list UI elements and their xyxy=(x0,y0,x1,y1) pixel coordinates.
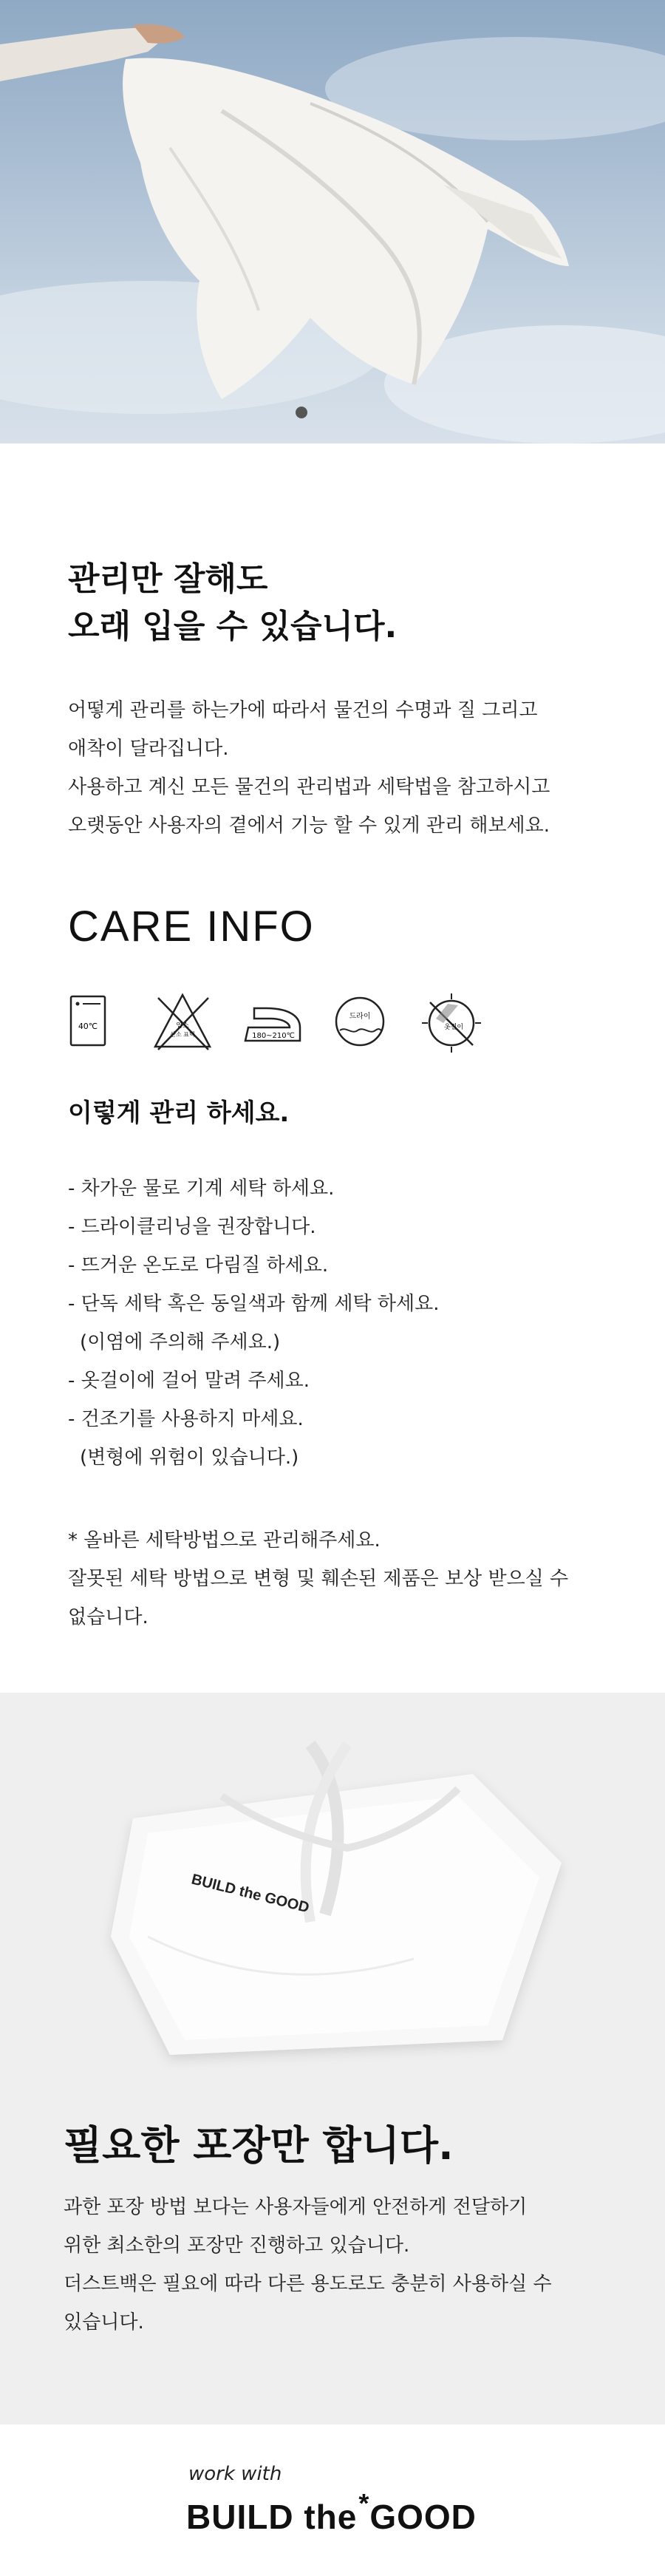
packaging-line: 있습니다. xyxy=(64,2311,144,2334)
brand-logo[interactable] xyxy=(186,2488,477,2537)
list-item: - 차가운 물로 기계 세탁 하세요. xyxy=(68,1177,335,1200)
dry-clean-icon xyxy=(331,989,389,1056)
wash-40-label: 40℃ xyxy=(78,1022,98,1031)
iron-label: 180~210℃ xyxy=(252,1032,295,1040)
hanger-dry-label: 옷걸이 xyxy=(443,1024,464,1031)
no-bleach-icon xyxy=(151,989,214,1056)
work-with-label: work with xyxy=(188,2463,282,2485)
no-bleach-label-1: 염소 xyxy=(176,1022,189,1030)
dry-clean-label: 드라이 xyxy=(349,1013,371,1021)
iron-icon xyxy=(241,989,304,1056)
care-info-heading: CARE INFO xyxy=(68,903,315,951)
list-item: (이염에 주의해 주세요.) xyxy=(80,1331,281,1353)
note-line: 잘못된 세탁 방법으로 변형 및 훼손된 제품은 보상 받으실 수 xyxy=(68,1568,569,1590)
care-paragraph-line: 어떻게 관리를 하는가에 따라서 물건의 수명과 질 그리고 xyxy=(68,699,538,721)
care-paragraph-line: 애착이 달라집니다. xyxy=(68,738,229,760)
dust-bag-label: BUILD the GOOD xyxy=(189,1871,311,1917)
list-item: - 드라이클리닝을 권장합니다. xyxy=(68,1216,316,1238)
care-subheading: 이렇게 관리 하세요. xyxy=(68,1098,290,1128)
packaging-title: 필요한 포장만 합니다. xyxy=(64,2122,454,2169)
care-title-line-1: 관리만 잘해도 xyxy=(68,560,268,598)
care-instructions xyxy=(68,1169,439,1477)
care-icons xyxy=(68,989,482,1056)
packaging-line: 위한 최소한의 포장만 진행하고 있습니다. xyxy=(64,2235,410,2257)
packaging-line: 과한 포장 방법 보다는 사용자들에게 안전하게 전달하기 xyxy=(64,2196,528,2218)
packaging-line: 더스트백은 필요에 따라 다른 용도로도 충분히 사용하실 수 xyxy=(64,2273,552,2295)
no-tumble-dry-icon xyxy=(421,989,482,1056)
footer xyxy=(0,2424,665,2576)
dust-bag-icon xyxy=(0,1693,665,2092)
list-item: - 뜨거운 온도로 다림질 하세요. xyxy=(68,1254,329,1277)
care-paragraph-line: 오랫동안 사용자의 곁에서 기능 할 수 있게 관리 해보세요. xyxy=(68,815,550,837)
shirt-photo-icon xyxy=(0,0,665,444)
no-bleach-label-2: 산소 표백 xyxy=(170,1031,195,1038)
packaging-paragraph xyxy=(64,2188,552,2342)
list-item: (변형에 위험이 있습니다.) xyxy=(80,1447,299,1469)
list-item: - 건조기를 사용하지 마세요. xyxy=(68,1408,304,1430)
brand-part-2: GOOD xyxy=(369,2498,477,2536)
brand-star-icon: * xyxy=(358,2488,370,2518)
note-line: * 올바른 세탁방법으로 관리해주세요. xyxy=(68,1529,381,1552)
care-note xyxy=(68,1521,568,1637)
care-title xyxy=(68,556,397,650)
note-line: 없습니다. xyxy=(68,1606,149,1628)
brand-part-1: BUILD the xyxy=(186,2498,358,2536)
list-item: - 단독 세탁 혹은 동일색과 함께 세탁 하세요. xyxy=(68,1293,440,1315)
list-item: - 옷걸이에 걸어 말려 주세요. xyxy=(68,1370,310,1392)
hero-image xyxy=(0,0,665,444)
care-title-line-2: 오래 입을 수 있습니다. xyxy=(68,608,398,645)
care-paragraph xyxy=(68,691,550,845)
care-paragraph-line: 사용하고 계신 모든 물건의 관리법과 세탁법을 참고하시고 xyxy=(68,776,550,798)
wash-40-icon xyxy=(68,989,123,1056)
